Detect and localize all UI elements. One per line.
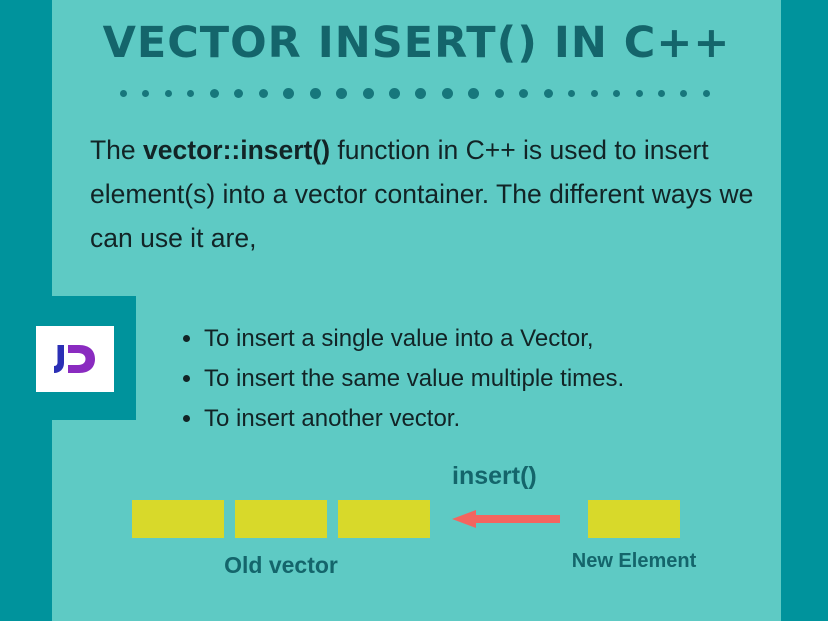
divider-dot [283,88,294,99]
list-item: • To insert a single value into a Vector, [204,320,736,358]
page-title: VECTOR INSERT() IN C++ [102,18,731,68]
divider-dot [544,89,553,98]
divider-dot [234,89,243,98]
divider-dot [613,90,620,97]
old-vector-caption: Old vector [224,552,338,578]
divider-dot [658,90,665,97]
divider-dot [442,88,453,99]
divider-dot [468,88,479,99]
divider-dot [120,90,127,97]
logo [36,326,114,392]
intro-text-bold: vector::insert() [143,135,331,165]
old-vector-cell [338,500,430,538]
divider-dot [187,90,194,97]
divider-dot [703,90,710,97]
divider-dot [336,88,347,99]
divider-dot [210,89,219,98]
divider-dot [259,89,268,98]
new-element-caption: New Element [571,550,697,572]
jd-logo-icon [48,339,102,379]
intro-text-before: The [90,135,144,165]
divider-dot [591,90,598,97]
intro-text-after: function in C++ is used to insert element(s) into a vector container. The different ways we can use it are, [90,135,754,253]
divider-dot [415,88,426,99]
divider-dot [495,89,504,98]
old-vector-cell [235,500,327,538]
old-vector-cell [132,500,224,538]
list-item: • To insert the same value multiple times. [204,360,736,398]
divider-dot [310,88,321,99]
insert-label: insert() [452,462,537,490]
divider-dot [165,90,172,97]
divider-dot [142,90,149,97]
left-arrow-icon [452,510,560,528]
usage-list [176,320,736,440]
list-item: • To insert another vector. [204,400,736,438]
divider-dot [636,90,643,97]
divider-dot [519,89,528,98]
intro-paragraph [90,128,766,260]
divider-dot [389,88,400,99]
divider-dot [568,90,575,97]
divider-dot [680,90,687,97]
dotted-divider [120,86,710,100]
divider-dot [363,88,374,99]
new-element-cell [588,500,680,538]
